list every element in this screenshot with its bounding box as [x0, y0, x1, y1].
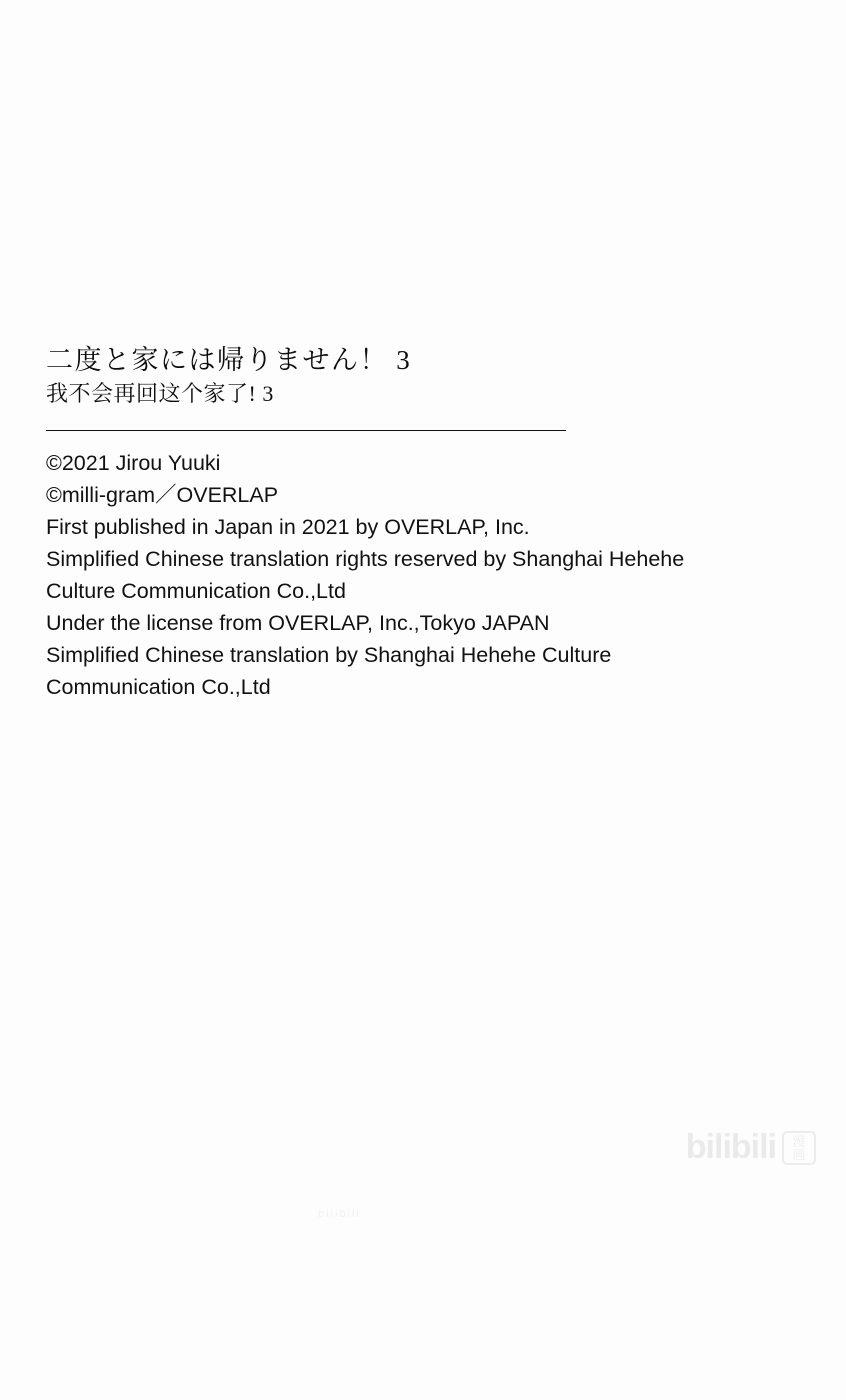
credits-block — [46, 447, 746, 703]
credit-line: First published in Japan in 2021 by OVERLAP, Inc. — [46, 514, 530, 539]
title-chinese: 我不会再回这个家了! 3 — [46, 381, 274, 407]
credit-line: ©milli-gram／OVERLAP — [46, 482, 279, 507]
manga-badge-line2: 画 — [792, 1146, 806, 1162]
colophon-block — [46, 344, 786, 703]
faint-watermark-text: bilibili — [318, 1208, 361, 1220]
manga-badge-line1: 漫 — [792, 1133, 806, 1149]
credit-line: Simplified Chinese translation rights reserved by Shanghai Hehehe Culture Communication Co.,Ltd — [46, 546, 691, 603]
credit-line: Under the license from OVERLAP, Inc.,Tokyo JAPAN — [46, 610, 550, 635]
credit-line: Simplified Chinese translation by Shanghai Hehehe Culture Communication Co.,Ltd — [46, 642, 618, 699]
manga-badge-icon — [782, 1131, 816, 1165]
divider — [46, 430, 566, 431]
bilibili-watermark — [686, 1128, 816, 1167]
bilibili-logo-text: bilibili — [685, 1128, 776, 1166]
title-japanese: 二度と家には帰りません！ 3 — [46, 345, 412, 375]
credit-line: ©2021 Jirou Yuuki — [46, 450, 221, 475]
